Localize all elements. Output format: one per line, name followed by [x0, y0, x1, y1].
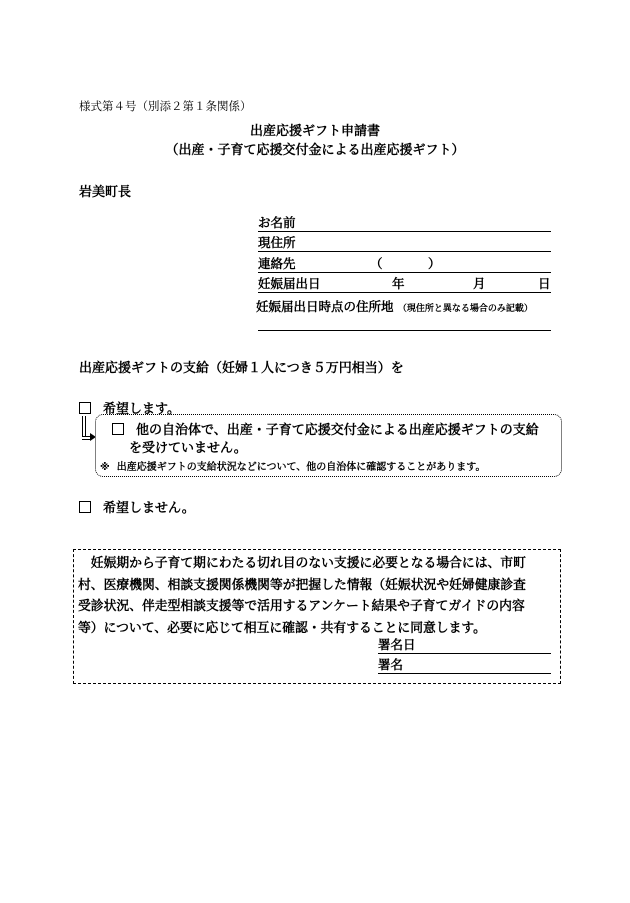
signature-field[interactable]	[378, 656, 551, 674]
sign-date-label: 署名日	[378, 637, 416, 652]
note	[100, 458, 486, 473]
pregnancy-address-label	[256, 297, 533, 315]
document-subtitle: （出産・子育て応援交付金による出産応援ギフト）	[165, 143, 465, 158]
consent-text	[78, 553, 556, 639]
form-number: 様式第４号（別添２第１条関係）	[79, 99, 252, 113]
arrow-line-vertical	[82, 416, 86, 437]
sub-option-checkbox[interactable]	[112, 423, 124, 435]
consent-line-2: 村、医療機関、相談支援関係機関等が把握した情報（妊娠状況や妊婦健康診査	[78, 577, 526, 593]
sub-option-line2: を受けていません。	[129, 441, 247, 456]
option-no-wish[interactable]	[79, 497, 195, 516]
no-wish-checkbox[interactable]	[79, 501, 91, 513]
intro-text: 出産応援ギフトの支給（妊婦１人につき５万円相当）を	[79, 361, 404, 376]
day-unit: 日	[538, 276, 551, 291]
wish-checkbox[interactable]	[79, 402, 91, 414]
pregnancy-date-field[interactable]	[258, 276, 551, 293]
sub-option-line1[interactable]	[112, 419, 539, 438]
wish-label: 希望します。	[103, 402, 180, 417]
contact-close-paren: ）	[428, 256, 441, 271]
name-field[interactable]	[258, 215, 551, 232]
consent-line-3: 受診状況、伴走型相談支援等で活用するアンケート結果や子育てガイドの内容	[78, 599, 525, 614]
signature-label: 署名	[378, 657, 404, 672]
note-mark: ※	[100, 462, 110, 473]
note-text: 出産応援ギフトの支給状況などについて、他の自治体に確認することがあります。	[116, 462, 486, 473]
pregnancy-address-label-text: 妊娠届出日時点の住所地	[256, 299, 394, 314]
year-unit: 年	[392, 276, 405, 291]
no-wish-label: 希望しません。	[103, 501, 195, 516]
contact-field[interactable]	[258, 256, 551, 273]
address-label: 現住所	[258, 235, 296, 250]
consent-line-4: 等）について、必要に応じて相互に確認・共有することに同意します。	[78, 620, 486, 636]
pregnancy-date-label: 妊娠届出日	[258, 276, 321, 291]
consent-line-1: 妊娠期から子育て期にわたる切れ目のない支援に必要となる場合には、市町	[78, 556, 526, 571]
document-title: 出産応援ギフト申請書	[249, 124, 380, 139]
name-label: お名前	[258, 215, 296, 230]
contact-open-paren: （	[370, 256, 383, 271]
month-unit: 月	[473, 276, 486, 291]
pregnancy-address-note: （現住所と異なる場合のみ記載）	[397, 304, 533, 314]
pregnancy-address-input-line[interactable]	[258, 330, 551, 331]
sign-date-field[interactable]	[378, 636, 551, 654]
address-field[interactable]	[258, 235, 551, 252]
contact-label: 連絡先	[258, 256, 296, 271]
addressee: 岩美町長	[79, 185, 132, 200]
sub-option-text-1: 他の自治体で、出産・子育て応援交付金による出産応援ギフトの支給	[136, 423, 539, 438]
